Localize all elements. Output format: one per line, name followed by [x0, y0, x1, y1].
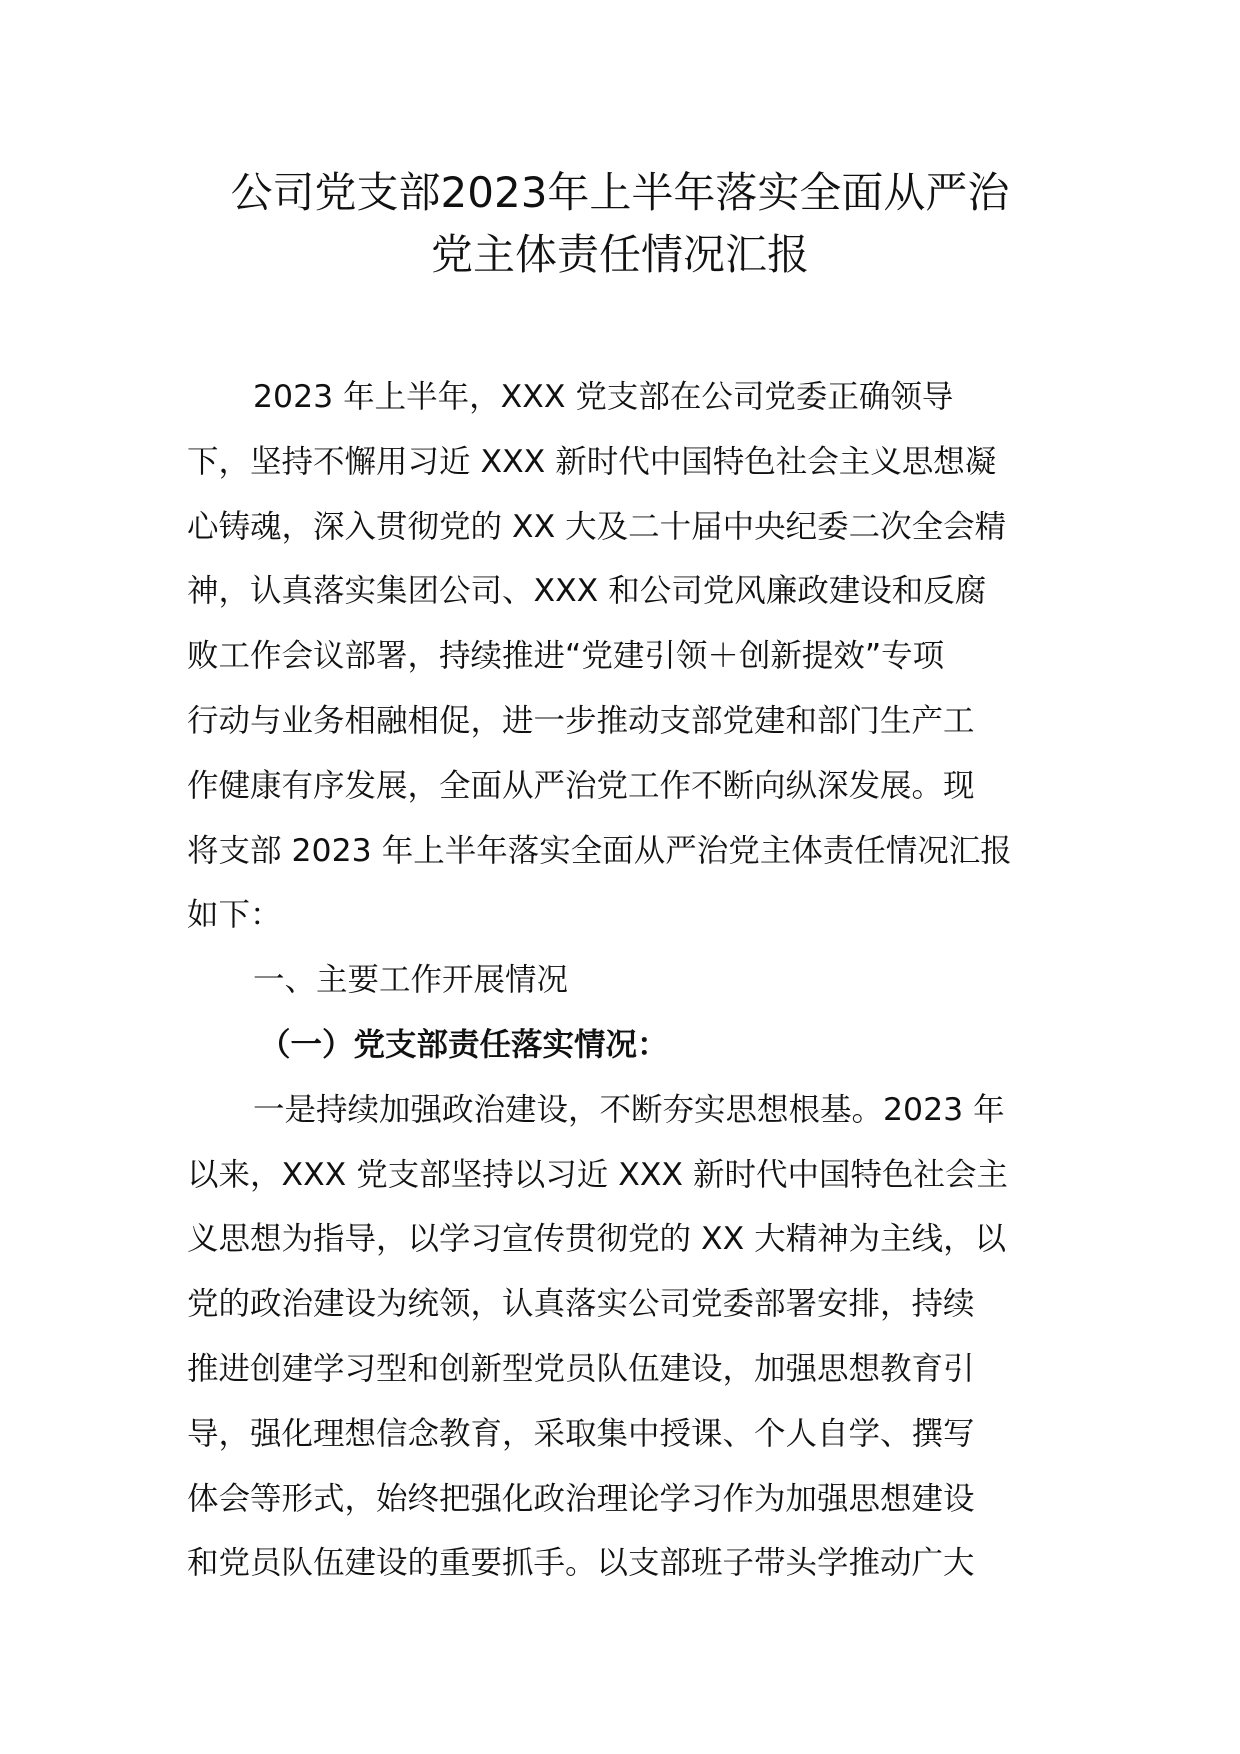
text-line: 2023 年上半年，XXX 党支部在公司党委正确领导	[253, 379, 954, 415]
text-line: 导，强化理想信念教育，采取集中授课、个人自学、撰写	[187, 1415, 975, 1452]
document-body	[187, 365, 1057, 1596]
text-line: 党的政治建设为统领，认真落实公司党委部署安排，持续	[187, 1286, 975, 1323]
subsection-heading: （一）党支部责任落实情况：	[259, 1026, 669, 1063]
text-line: 推进创建学习型和创新型党员队伍建设，加强思想教育引	[187, 1350, 975, 1387]
text-line: 神，认真落实集团公司、XXX 和公司党风廉政建设和反腐	[187, 573, 987, 610]
text-line: 将支部 2023 年上半年落实全面从严治党主体责任情况汇报	[187, 832, 1012, 869]
text-line: 义思想为指导，以学习宣传贯彻党的 XX 大精神为主线，以	[187, 1221, 1007, 1258]
text-line: 败工作会议部署，持续推进“党建引领＋创新提效”专项	[187, 638, 945, 675]
title-line: 党主体责任情况汇报	[430, 230, 809, 279]
text-line: 心铸魂，深入贯彻党的 XX 大及二十届中央纪委二次全会精	[187, 508, 1007, 545]
paragraph-intro	[187, 365, 1057, 948]
text-line: 和党员队伍建设的重要抓手。以支部班子带头学推动广大	[187, 1545, 975, 1582]
section-heading: 一、主要工作开展情况	[253, 962, 569, 999]
text-line: 一是持续加强政治建设，不断夯实思想根基。2023 年	[253, 1091, 1005, 1128]
text-line: 如下：	[187, 897, 282, 934]
paragraph-political-building	[187, 1078, 1057, 1596]
document-title	[180, 162, 1060, 286]
title-line: 公司党支部2023年上半年落实全面从严治	[230, 168, 1010, 217]
text-line: 以来，XXX 党支部坚持以习近 XXX 新时代中国特色社会主	[187, 1156, 1009, 1193]
text-line: 作健康有序发展，全面从严治党工作不断向纵深发展。现	[187, 767, 975, 804]
text-line: 下，坚持不懈用习近 XXX 新时代中国特色社会主义思想凝	[187, 443, 997, 480]
text-line: 行动与业务相融相促，进一步推动支部党建和部门生产工	[187, 702, 975, 739]
text-line: 体会等形式，始终把强化政治理论学习作为加强思想建设	[187, 1480, 975, 1517]
